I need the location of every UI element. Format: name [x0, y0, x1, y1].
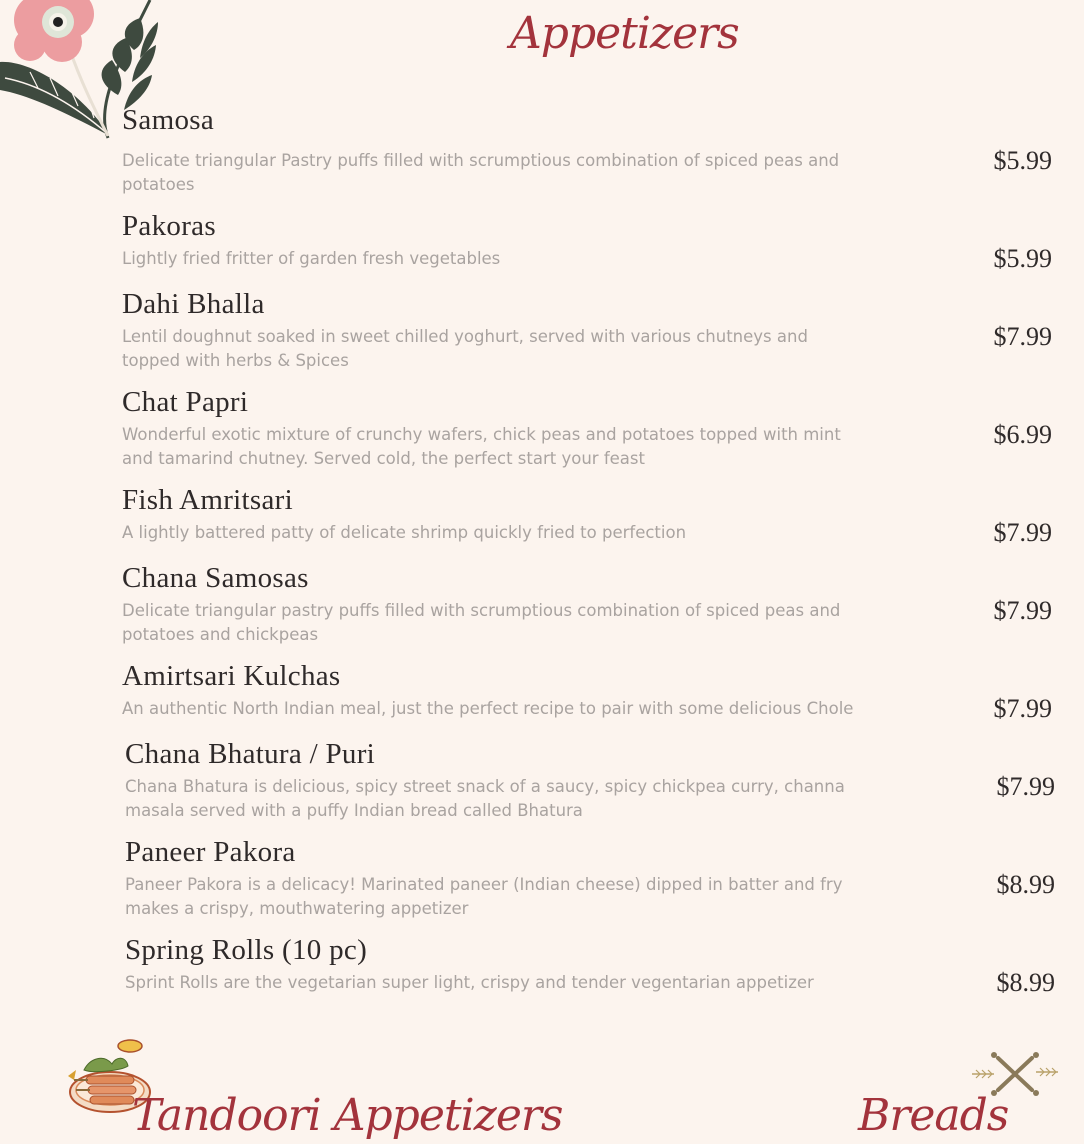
item-description: Delicate triangular Pastry puffs filled with scrumptious combination of spiced peas and potatoes [122, 151, 840, 194]
item-price: $5.99 [993, 244, 1052, 273]
item-name: Spring Rolls (10 pc) [125, 934, 368, 966]
menu-item [122, 562, 1052, 652]
item-description: A lightly battered patty of delicate shrimp quickly fried to perfection [122, 523, 687, 542]
item-name: Fish Amritsari [122, 484, 293, 516]
item-price: $6.99 [993, 420, 1052, 449]
menu-item [122, 484, 1052, 554]
item-name: Amirtsari Kulchas [122, 660, 341, 692]
item-price: $7.99 [993, 322, 1052, 351]
menu-item [122, 660, 1052, 730]
item-description: Delicate triangular pastry puffs filled with scrumptious combination of spiced peas and potatoes and chickpeas [122, 601, 841, 644]
menu-item [125, 934, 1055, 1004]
item-description: An authentic North Indian meal, just the perfect recipe to pair with some delicious Chole [122, 699, 854, 718]
item-name: Chana Samosas [122, 562, 309, 594]
menu-item [122, 104, 1052, 200]
section-title-appetizers: Appetizers [510, 8, 739, 59]
menu-item [125, 836, 1055, 926]
menu-item [125, 738, 1055, 828]
item-description: Sprint Rolls are the vegetarian super light, crispy and tender vegentarian appetizer [125, 973, 814, 992]
item-name: Samosa [122, 104, 215, 136]
item-price: $8.99 [996, 968, 1055, 997]
menu-item [122, 210, 1052, 280]
item-description: Lentil doughnut soaked in sweet chilled yoghurt, served with various chutneys and topped with herbs & Spices [122, 327, 808, 370]
item-price: $8.99 [996, 870, 1055, 899]
item-description: Chana Bhatura is delicious, spicy street snack of a saucy, spicy chickpea curry, channa masala served with a puffy Indian bread called Bhatura [125, 777, 845, 820]
item-name: Pakoras [122, 210, 216, 242]
section-title-breads: Breads [858, 1090, 1009, 1141]
item-name: Chat Papri [122, 386, 249, 418]
item-price: $7.99 [993, 518, 1052, 547]
item-name: Dahi Bhalla [122, 288, 265, 320]
item-name: Chana Bhatura / Puri [125, 738, 376, 770]
item-price: $7.99 [996, 772, 1055, 801]
section-title-tandoori: Tandoori Appetizers [132, 1090, 563, 1141]
item-description: Paneer Pakora is a delicacy! Marinated paneer (Indian cheese) dipped in batter and fry makes a crispy, mouthwatering appetizer [125, 875, 843, 918]
menu-item [122, 288, 1052, 378]
item-price: $7.99 [993, 694, 1052, 723]
item-description: Wonderful exotic mixture of crunchy wafers, chick peas and potatoes topped with mint and tamarind chutney. Served cold, the perfect start your feast [122, 425, 841, 468]
item-name: Paneer Pakora [125, 836, 296, 868]
item-description: Lightly fried fritter of garden fresh vegetables [122, 249, 501, 268]
item-price: $5.99 [993, 146, 1052, 175]
item-price: $7.99 [993, 596, 1052, 625]
menu-item [122, 386, 1052, 476]
